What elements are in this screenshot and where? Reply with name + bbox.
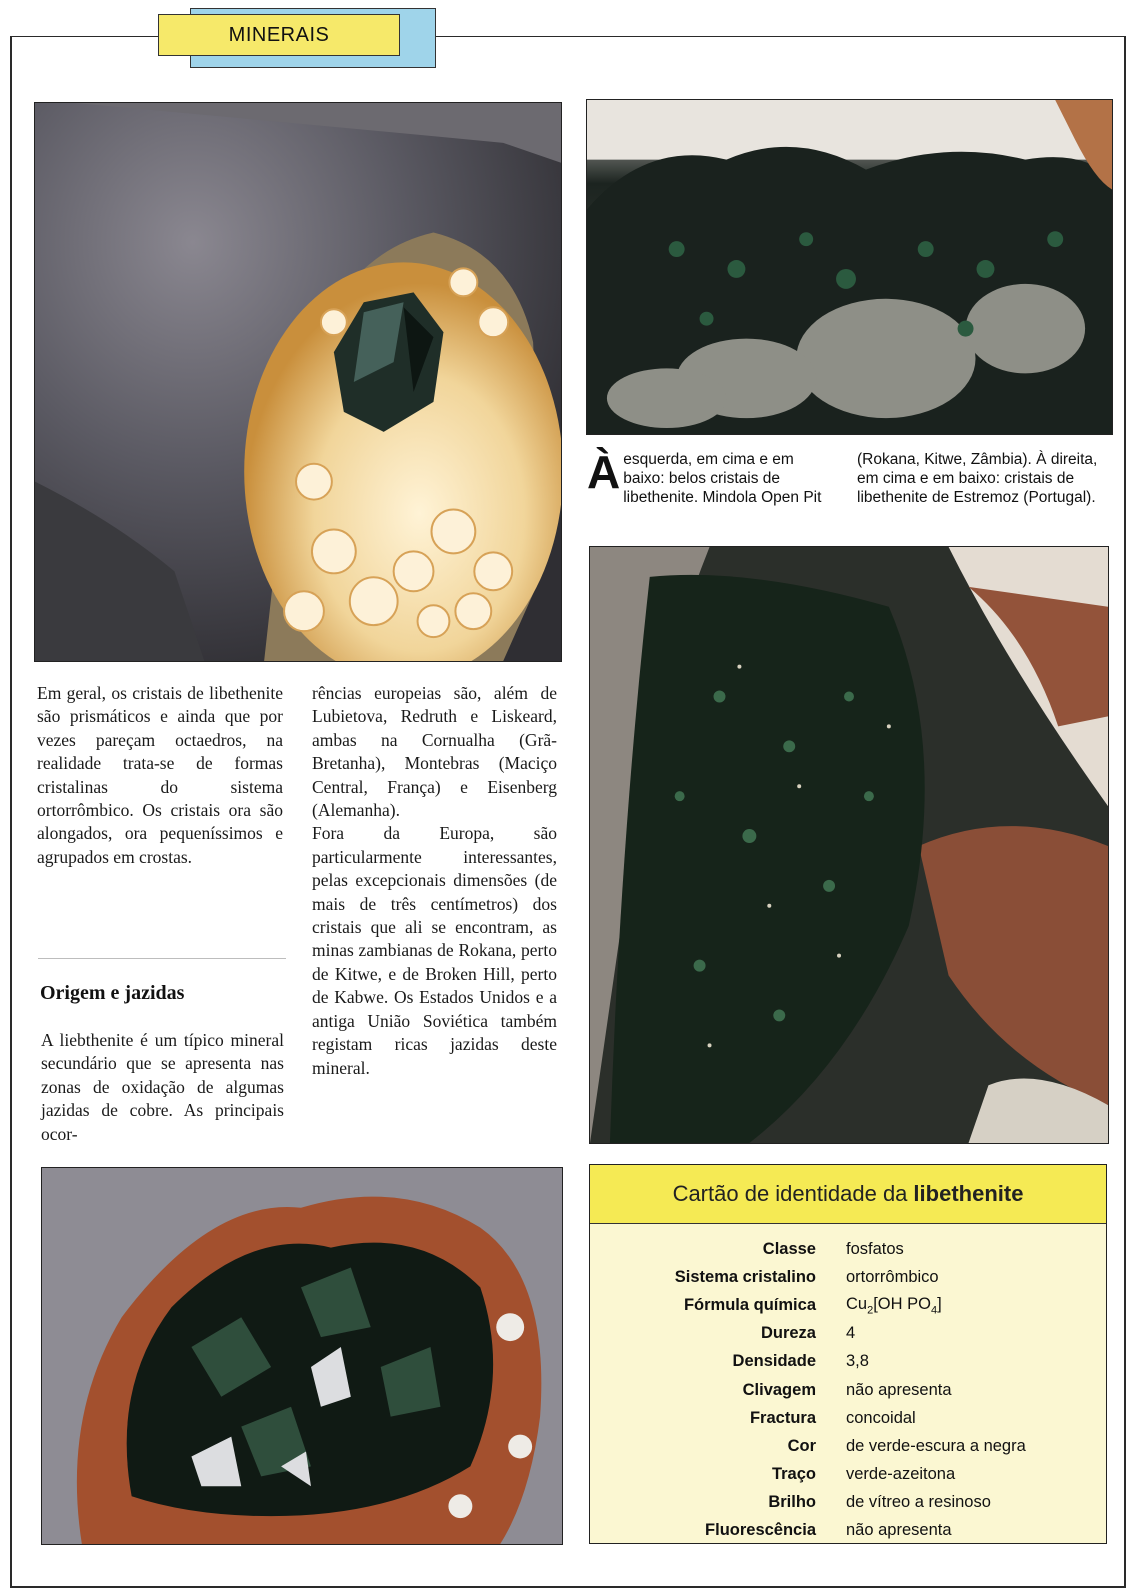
property-value: ortorrômbico xyxy=(846,1267,939,1286)
property-value: concoidal xyxy=(846,1408,916,1427)
property-row-cor xyxy=(590,1432,1106,1460)
property-row-sistema xyxy=(590,1263,1106,1291)
property-key: Cor xyxy=(787,1436,816,1455)
identity-card-title xyxy=(590,1165,1106,1224)
photo-libethenite-top-right xyxy=(586,99,1113,435)
property-list xyxy=(590,1235,1106,1545)
body-column-1-lower xyxy=(41,1029,284,1146)
property-key: Classe xyxy=(762,1239,816,1258)
paragraph-origin: A liebthenite é um típico mineral secundário que se apresenta nas zonas de oxidação de algumas jazidas de cobre. As principais ocor- xyxy=(41,1030,284,1144)
property-key: Brilho xyxy=(768,1493,816,1512)
photo-libethenite-bottom-left xyxy=(41,1167,563,1545)
caption-dropcap: À xyxy=(587,446,621,498)
property-key: Fórmula química xyxy=(683,1295,816,1314)
property-value: de vítreo a resinoso xyxy=(846,1493,991,1512)
property-key: Traço xyxy=(771,1465,816,1484)
property-row-traco xyxy=(590,1461,1106,1489)
property-value-formula: $Cu_2[OH$ $PO_4$] xyxy=(846,1294,942,1317)
property-value: verde-azeitona xyxy=(846,1465,956,1484)
section-heading-origem: Origem e jazidas xyxy=(40,982,185,1004)
property-value: não apresenta xyxy=(846,1521,952,1540)
property-row-clivagem xyxy=(590,1376,1106,1404)
paragraph-crystal-form: Em geral, os cristais de libethenite são prismáticos e ainda que por vezes pareçam octaedros, na realidade trata-se de formas cristalinas do sistema ortorrômbico. Os cristais ora são alongados, ora pequeníssimos e agrupados em crostas. xyxy=(37,683,283,867)
property-key: Densidade xyxy=(732,1352,816,1371)
section-divider xyxy=(38,958,286,959)
property-key: Fractura xyxy=(749,1408,816,1427)
property-value: de verde-escura a negra xyxy=(846,1436,1026,1455)
property-key: Clivagem xyxy=(742,1380,816,1399)
card-title-mineral: libethenite xyxy=(913,1181,1024,1206)
property-row-dureza xyxy=(590,1320,1106,1348)
property-value: 4 xyxy=(846,1324,856,1343)
body-column-2 xyxy=(312,682,557,1080)
caption-left-text: esquerda, em cima e em baixo: belos cristais de libethenite. Mindola Open Pit xyxy=(623,451,822,506)
section-tab: MINERAIS xyxy=(158,14,400,56)
property-key: Fluorescência xyxy=(705,1521,816,1540)
property-row-brilho xyxy=(590,1489,1106,1517)
photo-caption-left xyxy=(587,446,832,507)
property-row-formula xyxy=(590,1291,1106,1319)
property-row-classe xyxy=(590,1235,1106,1263)
property-value: não apresenta xyxy=(846,1380,952,1399)
property-value: 3,8 xyxy=(846,1352,869,1371)
property-row-fluorescencia xyxy=(590,1517,1106,1545)
property-key: Sistema cristalino xyxy=(674,1267,816,1286)
photo-geode-crystal xyxy=(34,102,562,662)
photo-caption-right: (Rokana, Kitwe, Zâmbia). À direita, em cima e em baixo: cristais de libethenite de Estremoz (Portugal). xyxy=(857,451,1098,506)
property-row-fractura xyxy=(590,1404,1106,1432)
photo-libethenite-large xyxy=(589,546,1109,1144)
body-column-1 xyxy=(37,682,283,869)
property-value: fosfatos xyxy=(846,1239,904,1258)
card-title-prefix: Cartão de identidade da xyxy=(672,1181,908,1206)
paragraph-world-deposits: Fora da Europa, são particularmente interessantes, pelas excepcionais dimensões (de mais de três centímetros) dos cristais que ali se encontram, as minas zambianas de Rokana, perto de Kitwe, e de Broken Hill, perto de Kabwe. Os Estados Unidos e a antiga União Soviética também registam ricas jazidas deste mineral. xyxy=(312,823,557,1078)
property-key: Dureza xyxy=(760,1324,816,1343)
paragraph-european-deposits: rências europeias são, além de Lubietova, Redruth e Liskeard, ambas na Cornualha (Grã-Bretanha), Montebras (Maciço Central, França) e Eisenberg (Alemanha). xyxy=(312,683,557,821)
identity-card xyxy=(589,1164,1107,1544)
property-row-densidade xyxy=(590,1348,1106,1376)
